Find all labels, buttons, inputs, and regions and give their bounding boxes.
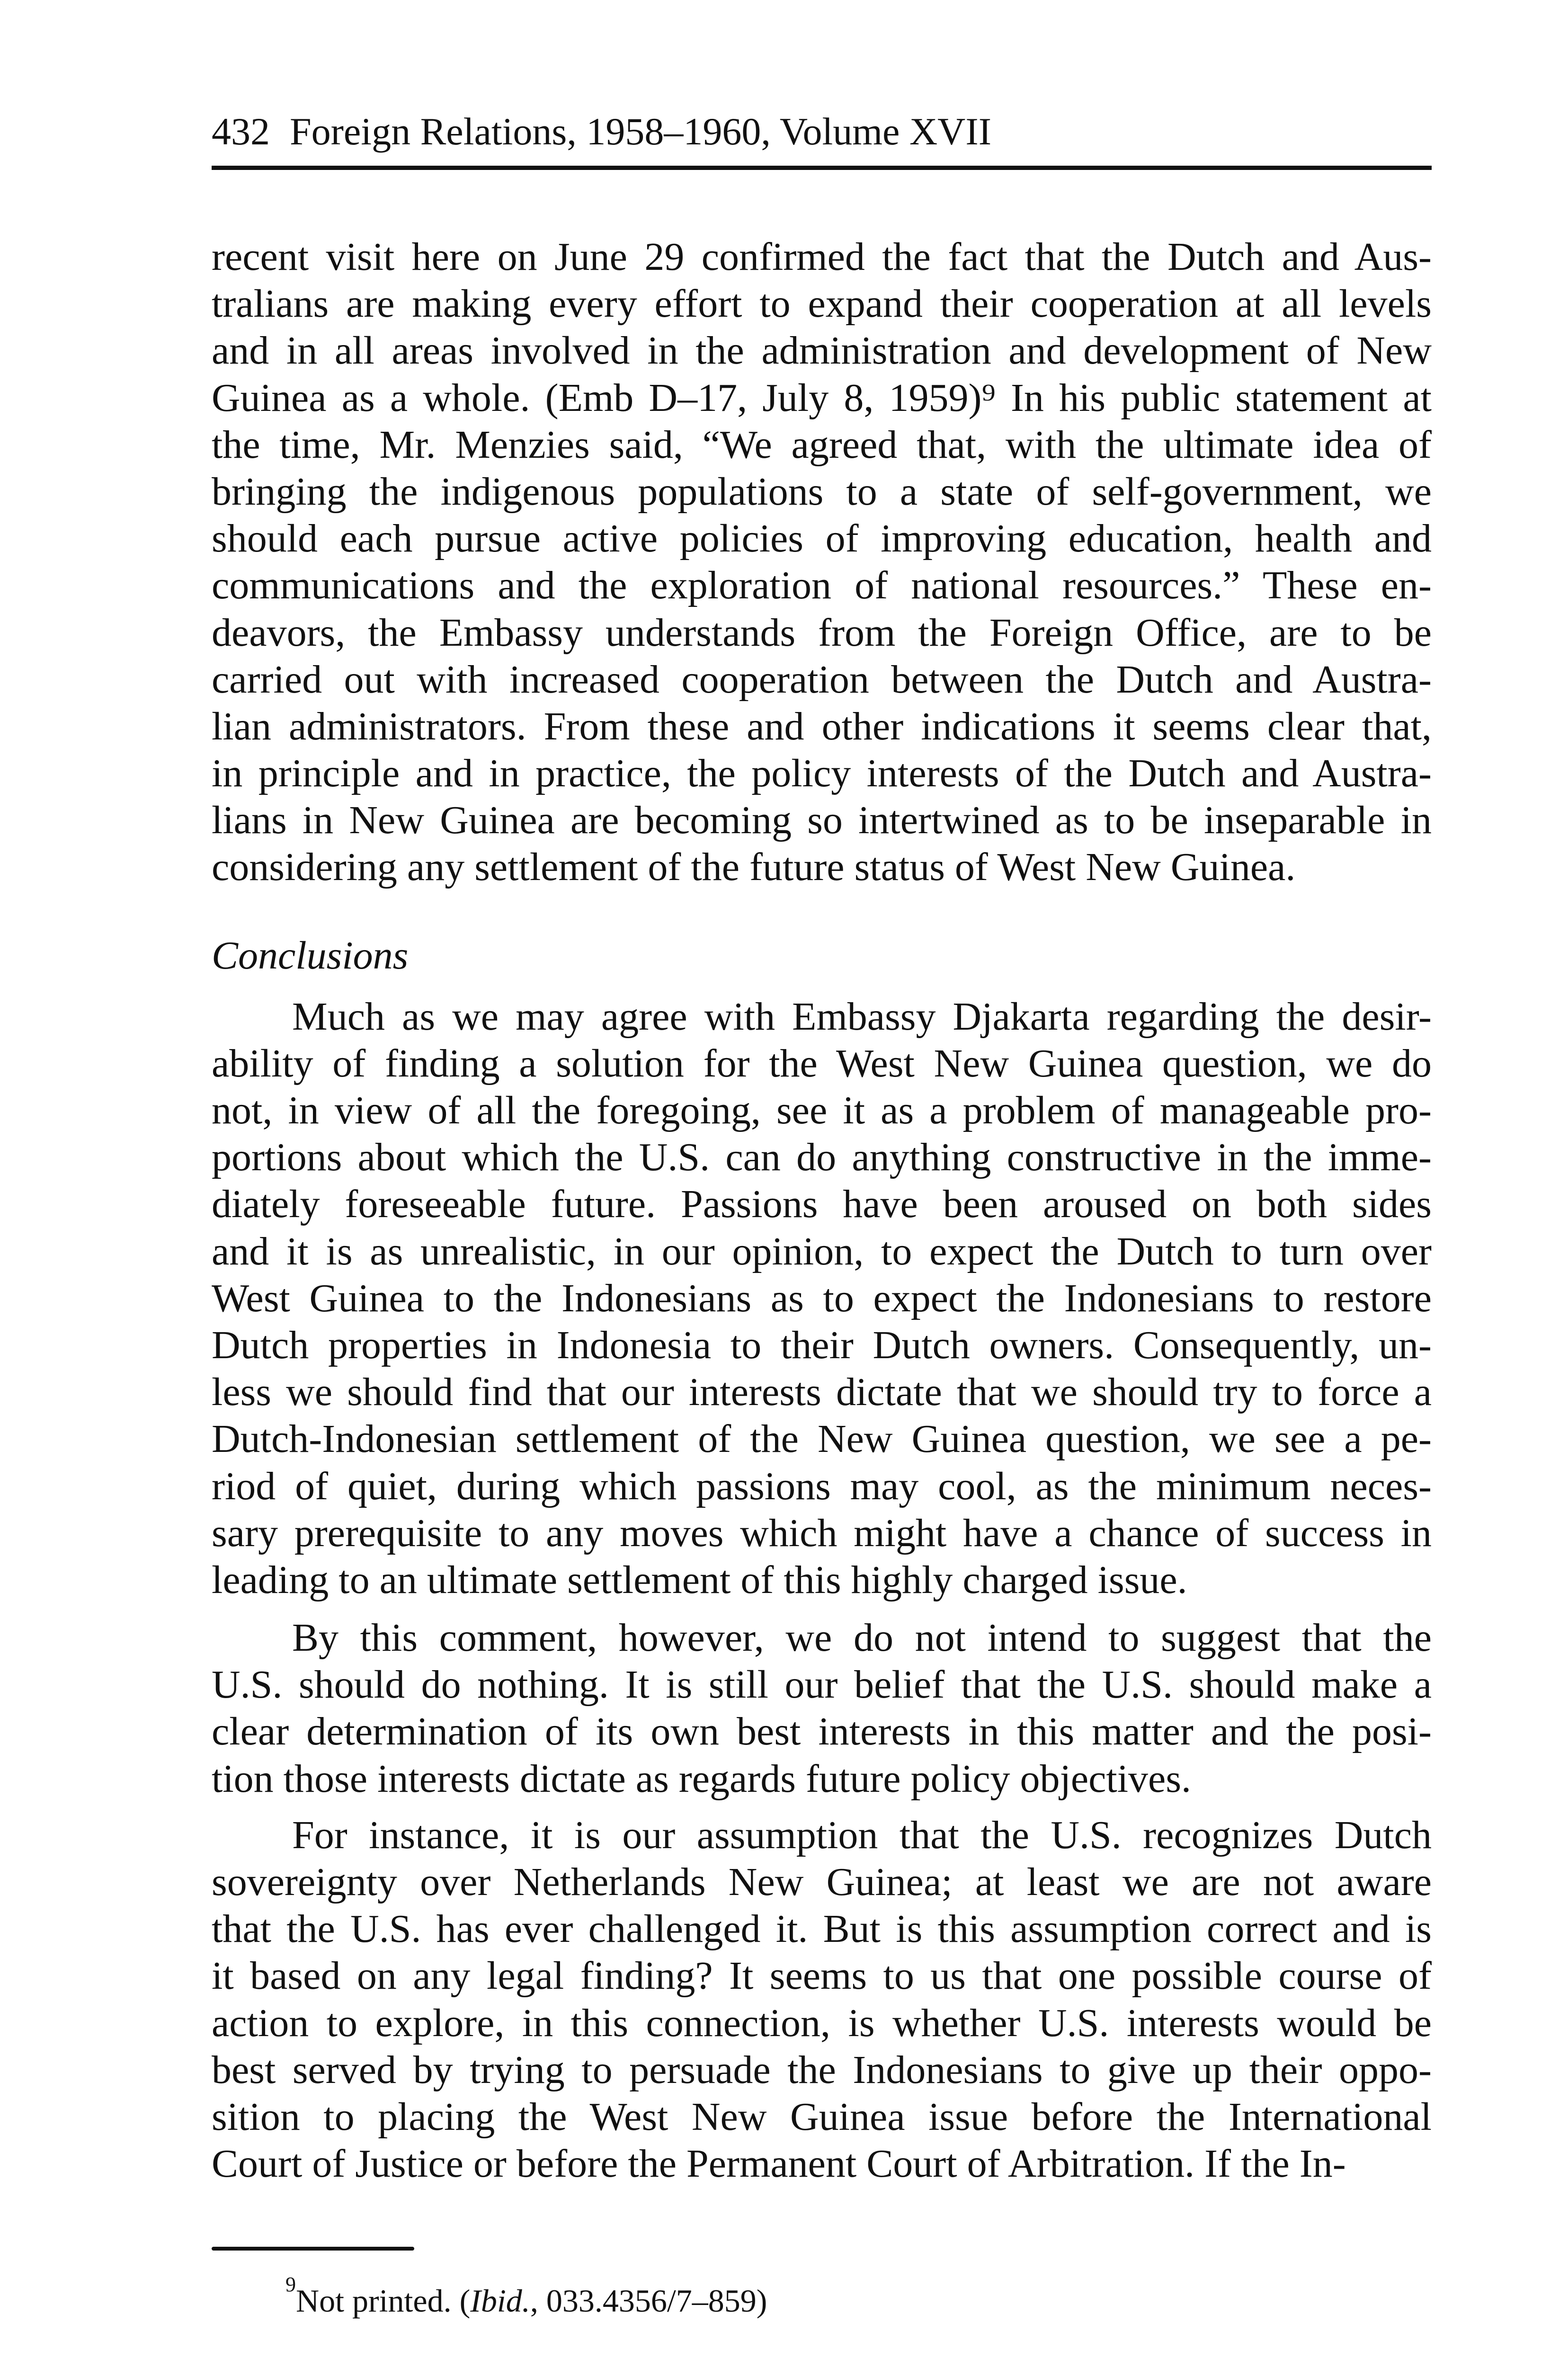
- text-line: Guinea as a whole. (Emb D–17, July 8, 1959)⁹ In his public statement at: [212, 375, 1432, 420]
- text-line: the time, Mr. Menzies said, “We agreed that, with the ultimate idea of: [212, 422, 1432, 467]
- text-line: diately foreseeable future. Passions have been aroused on both sides: [212, 1182, 1432, 1227]
- text-line: West Guinea to the Indonesians as to expect the Indonesians to restore: [212, 1276, 1432, 1320]
- paragraph-continued: [212, 233, 1432, 891]
- text-line: leading to an ultimate settlement of this highly charged issue.: [212, 1557, 1187, 1602]
- text-line: U.S. should do nothing. It is still our belief that the U.S. should make a: [212, 1663, 1432, 1707]
- text-line: Court of Justice or before the Permanent Court of Arbitration. If the In-: [212, 2142, 1346, 2186]
- paragraph-conclusions-3: [212, 1812, 1432, 2188]
- text-line: in principle and in practice, the policy interests of the Dutch and Austra-: [212, 751, 1432, 796]
- text-line: communications and the exploration of national resources.” These en-: [212, 563, 1432, 608]
- text-line: and it is as unrealistic, in our opinion, to expect the Dutch to turn over: [212, 1229, 1432, 1273]
- text-line: portions about which the U.S. can do anything constructive in the imme-: [212, 1135, 1432, 1180]
- text-line: Dutch-Indonesian settlement of the New Guinea question, we see a pe-: [212, 1417, 1432, 1461]
- footnote-rule: [212, 2247, 414, 2251]
- text-line: Much as we may agree with Embassy Djakarta regarding the desir-: [292, 994, 1432, 1039]
- text-line: best served by trying to persuade the Indonesians to give up their oppo-: [212, 2047, 1432, 2092]
- footnote-text: Not printed. (: [296, 2283, 471, 2319]
- footnote-ibid: Ibid.: [470, 2283, 530, 2319]
- text-line: it based on any legal finding? It seems to us that one possible course of: [212, 1954, 1432, 1998]
- text-line: clear determination of its own best interests in this matter and the posi-: [212, 1709, 1432, 1754]
- text-line: recent visit here on June 29 confirmed the fact that the Dutch and Aus-: [212, 235, 1432, 279]
- text-line: Dutch properties in Indonesia to their Dutch owners. Consequently, un-: [212, 1323, 1432, 1367]
- text-line: For instance, it is our assumption that the U.S. recognizes Dutch: [292, 1813, 1432, 1857]
- paragraph-conclusions-2: [212, 1614, 1432, 1802]
- section-heading-conclusions: Conclusions: [212, 933, 409, 978]
- text-line: ability of finding a solution for the West New Guinea question, we do: [212, 1041, 1432, 1086]
- text-line: and in all areas involved in the administration and development of New: [212, 329, 1432, 373]
- text-line: action to explore, in this connection, is whether U.S. interests would be: [212, 2001, 1432, 2045]
- text-line: sovereignty over Netherlands New Guinea; at least we are not aware: [212, 1860, 1432, 1904]
- running-title: Foreign Relations, 1958–1960, Volume XVII: [290, 110, 992, 153]
- text-line: considering any settlement of the future status of West New Guinea.: [212, 845, 1296, 890]
- text-line: not, in view of all the foregoing, see it as a problem of manageable pro-: [212, 1088, 1432, 1132]
- text-line: less we should find that our interests dictate that we should try to force a: [212, 1370, 1432, 1415]
- text-line: deavors, the Embassy understands from the Foreign Office, are to be: [212, 610, 1432, 655]
- text-line: lians in New Guinea are becoming so intertwined as to be inseparable in: [212, 798, 1432, 843]
- text-line: sary prerequisite to any moves which might have a chance of success in: [212, 1511, 1432, 1555]
- paragraph-conclusions-1: [212, 993, 1432, 1603]
- text-line: tion those interests dictate as regards future policy objectives.: [212, 1756, 1192, 1801]
- footnote-citation: , 033.4356/7–859): [530, 2283, 767, 2319]
- text-line: bringing the indigenous populations to a state of self-government, we: [212, 469, 1432, 514]
- text-line: that the U.S. has ever challenged it. But is this assumption correct and is: [212, 1907, 1432, 1951]
- text-line: lian administrators. From these and other indications it seems clear that,: [212, 704, 1432, 748]
- footnote-marker: 9: [285, 2273, 296, 2296]
- text-line: riod of quiet, during which passions may cool, as the minimum neces-: [212, 1464, 1432, 1508]
- footnote-9: [212, 2273, 1432, 2320]
- text-line: sition to placing the West New Guinea issue before the International: [212, 2094, 1432, 2139]
- text-line: carried out with increased cooperation between the Dutch and Austra-: [212, 657, 1432, 702]
- text-line: tralians are making every effort to expand their cooperation at all levels: [212, 282, 1432, 326]
- text-line: By this comment, however, we do not intend to suggest that the: [292, 1616, 1432, 1660]
- header-rule: [212, 166, 1432, 170]
- page-number: 432: [212, 110, 270, 153]
- running-header: [212, 108, 1432, 155]
- text-line: should each pursue active policies of improving education, health and: [212, 516, 1432, 561]
